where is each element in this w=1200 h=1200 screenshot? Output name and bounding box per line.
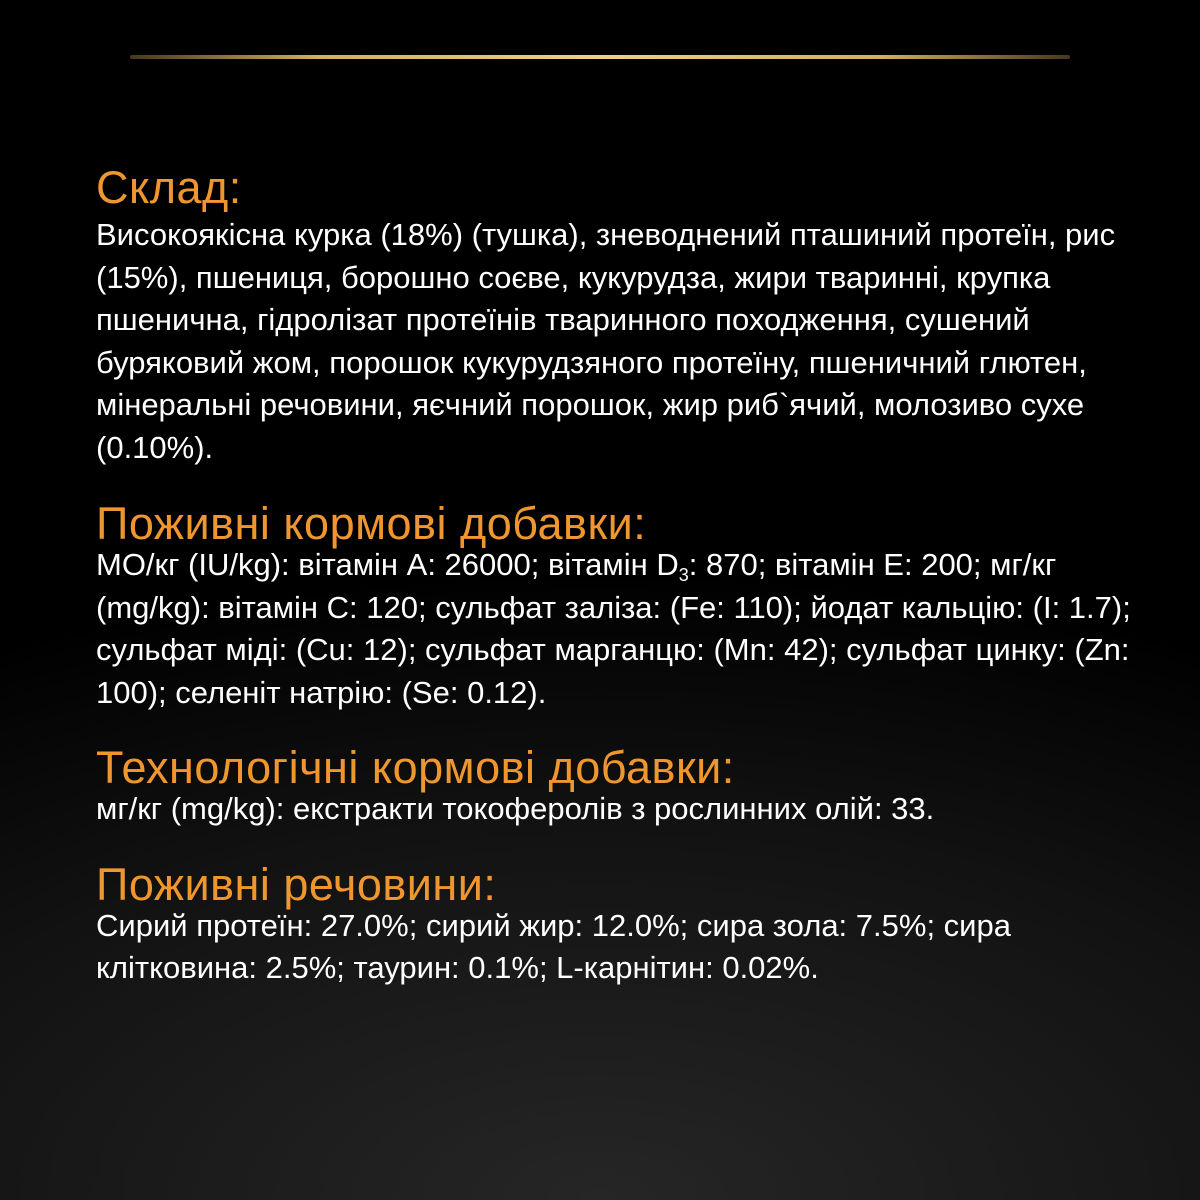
nutrients-section xyxy=(96,859,1156,990)
nutrients-text: Сирий протеїн: 27.0%; сирий жир: 12.0%; сира зола: 7.5%; сира клітковина: 2.5%; таурин: 0.1%; L-карнітин: 0.02%. xyxy=(96,907,1011,985)
nutritional-additives-section xyxy=(96,498,1156,714)
nutritional-additives-text-part1: МО/кг (IU/kg): вітамін А: 26000; вітамін D xyxy=(96,547,679,582)
content-column xyxy=(96,162,1156,990)
composition-section xyxy=(96,162,1156,469)
vitamin-d-subscript: 3 xyxy=(678,565,689,585)
nutritional-additives-text-part2: : 870; вітамін Е: 200; мг/кг (mg/kg): вітамін С: 120; сульфат заліза: (Fe: 110); йодат кальцію: (I: 1.7); сульфат міді: (Cu: 12); сульфат марганцю: (Mn: 42); сульфат цинку: (Zn: 100); селеніт натрію: (Se: 0.12). xyxy=(96,547,1131,710)
technological-additives-heading: Технологічні кормові добавки: xyxy=(96,742,735,793)
nutritional-additives-text xyxy=(96,544,1156,714)
nutrients-heading: Поживні речовини: xyxy=(96,858,497,910)
composition-text: Високоякісна курка (18%) (тушка), зневоднений пташиний протеїн, рис (15%), пшениця, борошно соєве, кукурудза, жири тваринні, крупка пшенична, гідролізат протеїнів тваринного походження, сушений буряковий жом, порошок кукурудзяного протеїну, пшеничний глютен, мінеральні речовини, яєчний порошок, жир риб`ячий, молозиво сухе (0.10%). xyxy=(96,217,1116,465)
technological-additives-section xyxy=(96,742,1156,831)
composition-heading: Склад: xyxy=(96,162,242,213)
technological-additives-text: мг/кг (mg/kg): екстракти токоферолів з рослинних олій: 33. xyxy=(96,791,935,826)
nutritional-additives-heading: Поживні кормові добавки: xyxy=(96,498,647,549)
gold-divider-line xyxy=(130,55,1070,59)
